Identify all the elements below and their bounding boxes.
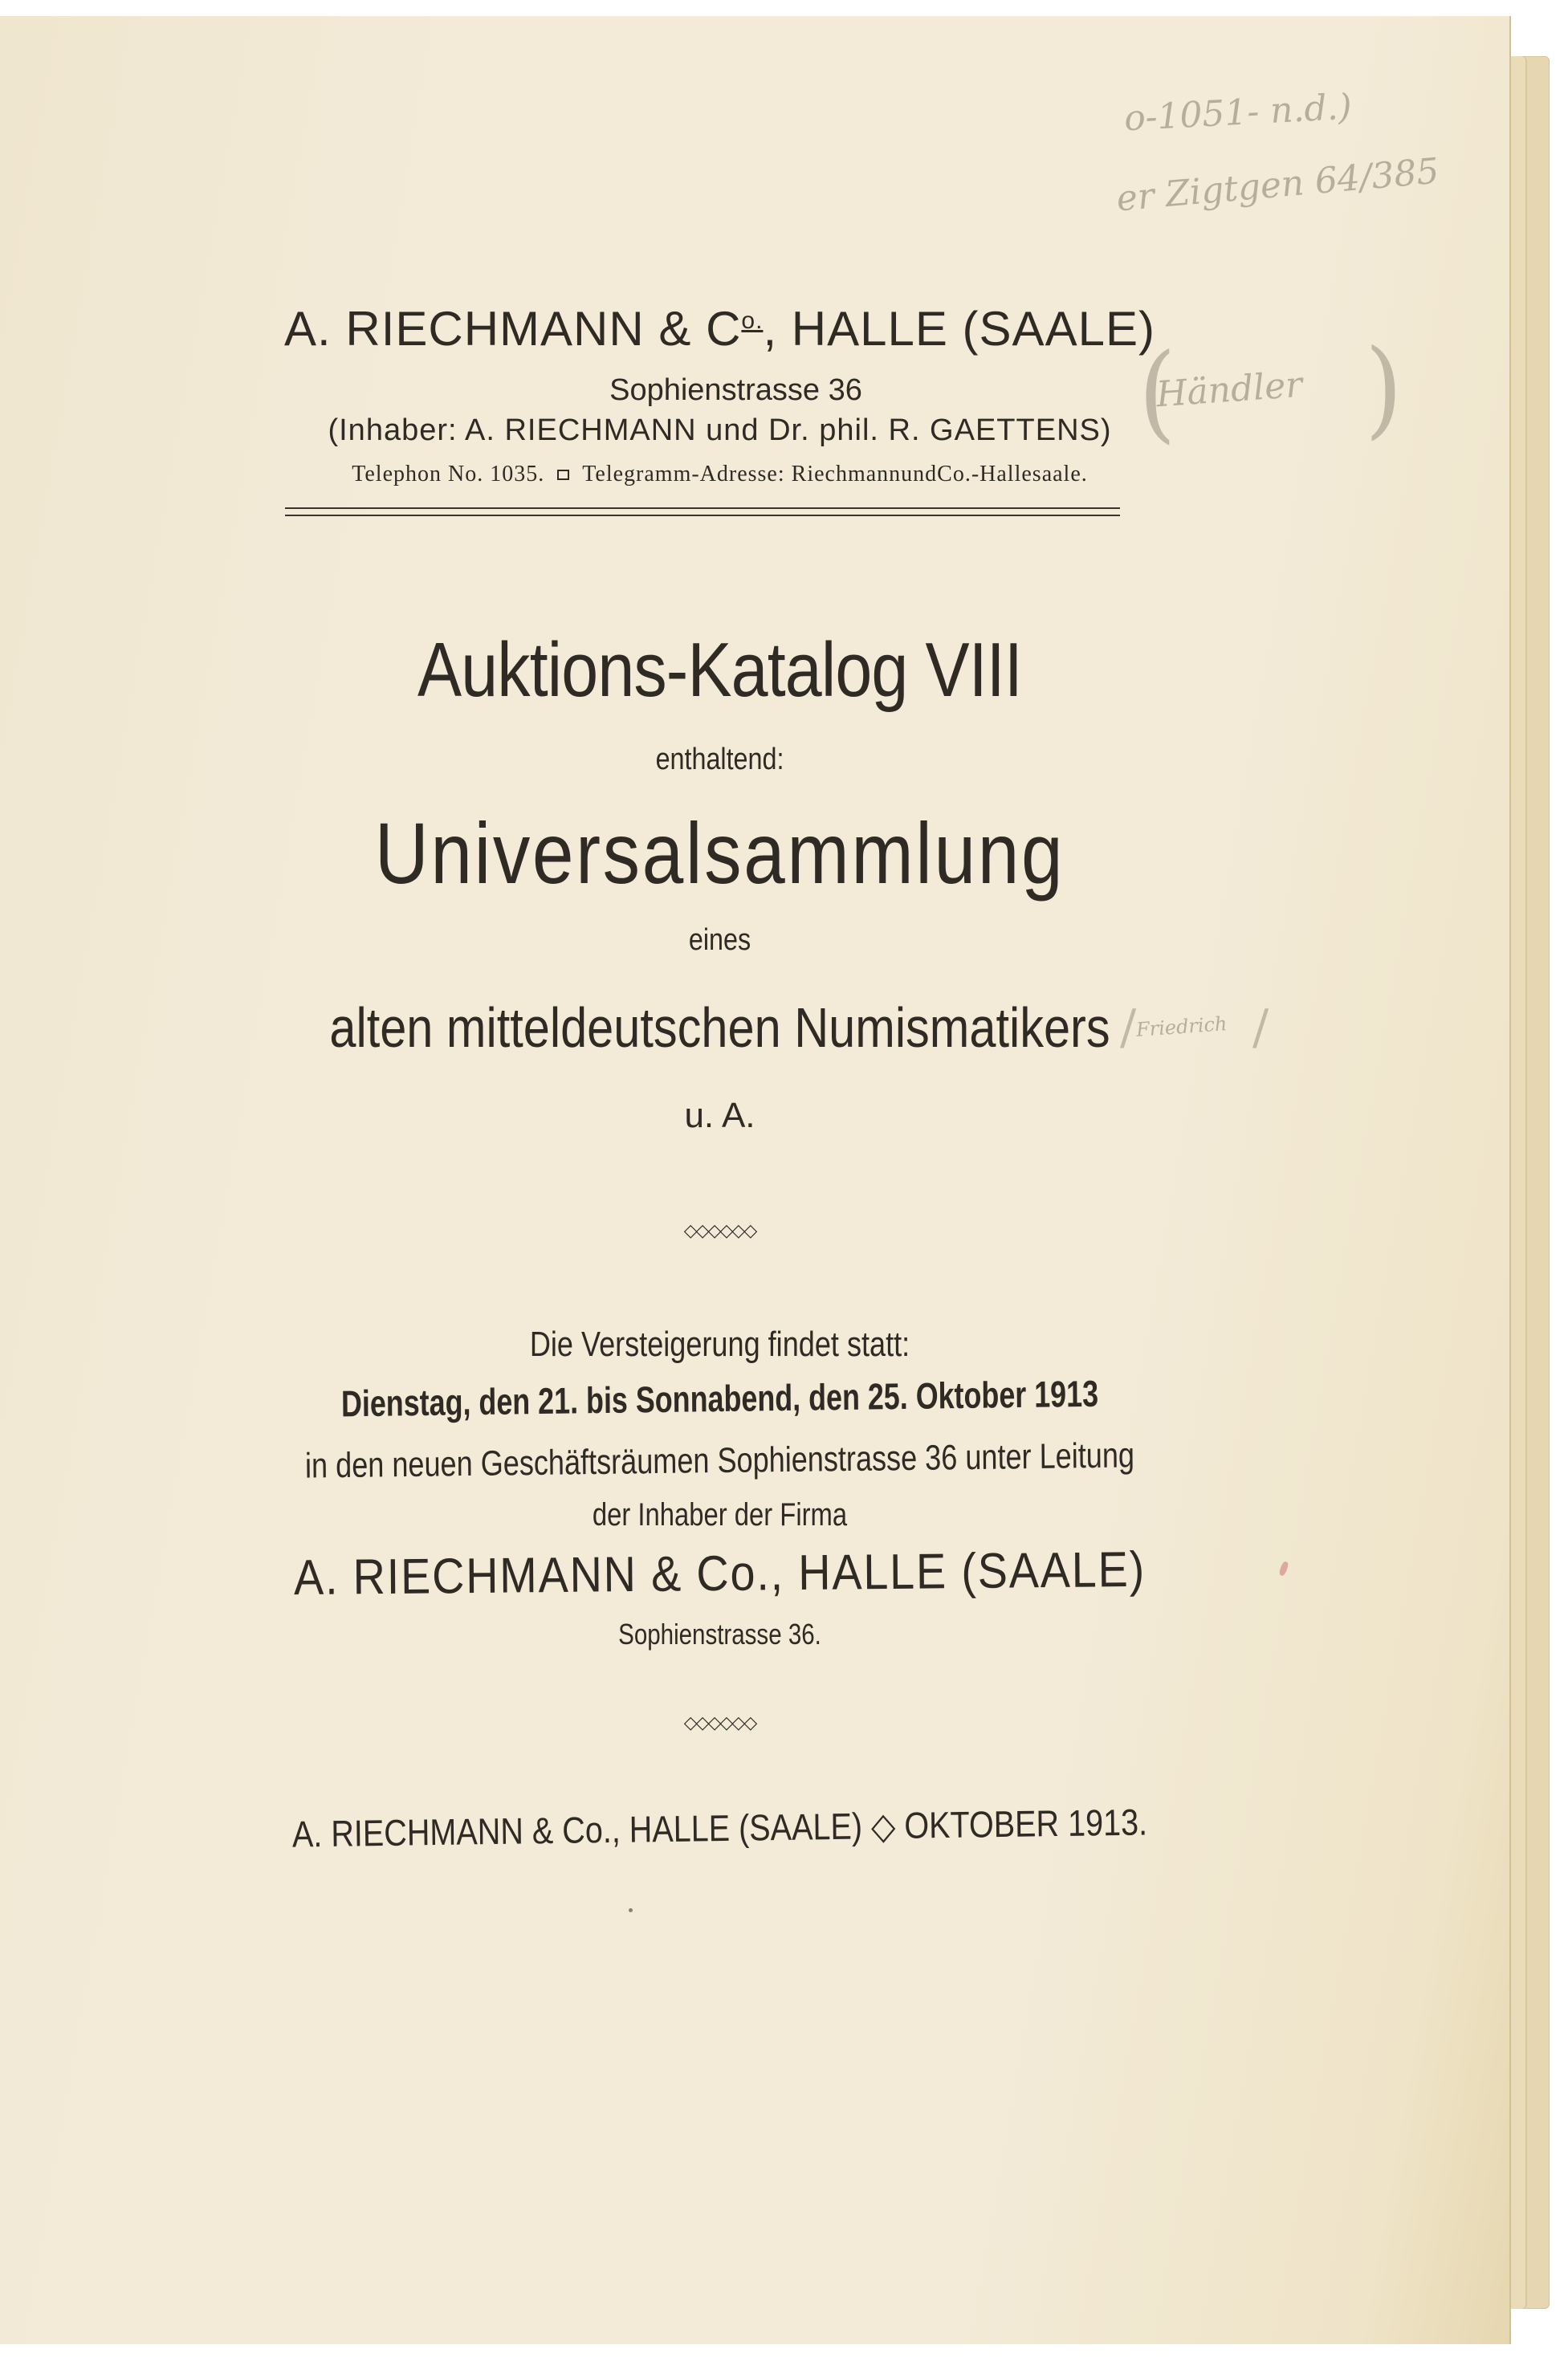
handwritten-paren-icon: ( (1138, 332, 1176, 454)
handwritten-bracket-icon: / (1120, 999, 1137, 1056)
firm-owners: (Inhaber: A. RIECHMANN und Dr. phil. R. GAETTENS) (328, 413, 1112, 447)
and-others-label: u. A. (684, 1096, 755, 1135)
title-page (0, 16, 1511, 2344)
containing-label: enthaltend: (655, 743, 784, 776)
header-rule (285, 507, 1120, 509)
handwritten-note: o-1051- n.d.) (1122, 86, 1353, 140)
handwritten-note: er Zigtgen 64/385 (1114, 150, 1441, 220)
collection-title: Universalsammlung (374, 804, 1065, 902)
square-bullet-icon (557, 470, 569, 480)
header-rule (285, 515, 1120, 516)
telephone: Telephon No. 1035. (352, 462, 545, 486)
handwritten-paren-icon: ) (1365, 328, 1403, 450)
firm-contact (0, 462, 1504, 487)
firm-name: A. RIECHMANN & C (284, 302, 742, 356)
auction-street: Sophienstrasse 36. (618, 1618, 821, 1651)
handwritten-note: Händler (1155, 364, 1304, 416)
catalog-title: Auktions-Katalog VIII (417, 627, 1022, 713)
telegram-address: Telegramm-Adresse: RiechmannundCo.-Hallesaale. (582, 462, 1088, 486)
handwritten-note: Friedrich (1135, 1012, 1228, 1041)
handwritten-bracket-icon: / (1252, 999, 1269, 1056)
diamond-ornament-icon: ◇◇◇◇◇◇ (683, 1712, 756, 1732)
auction-by-owners: der Inhaber der Firma (592, 1497, 848, 1533)
auction-location: in den neuen Geschäftsräumen Sophienstrasse 36 unter Leitung (304, 1435, 1135, 1486)
firm-city: , HALLE (SAALE) (763, 302, 1155, 356)
auction-intro: Die Versteigerung findet statt: (529, 1325, 910, 1364)
firm-street: Sophienstrasse 36 (609, 373, 862, 407)
diamond-ornament-icon: ◇◇◇◇◇◇ (683, 1220, 756, 1240)
of-a-label: eines (688, 923, 751, 957)
auction-dates: Dienstag, den 21. bis Sonnabend, den 25. Oktober 1913 (340, 1372, 1099, 1425)
auction-firm: A. RIECHMANN & Co., HALLE (SAALE) (293, 1541, 1146, 1606)
publisher-footer: A. RIECHMANN & Co., HALLE (SAALE) ◇ OKTOBER 1913. (291, 1801, 1148, 1855)
firm-header (0, 301, 1504, 356)
collector-description: alten mitteldeutschen Numismatikers (329, 996, 1110, 1059)
ink-spot (629, 1908, 633, 1912)
firm-co-superscript: o. (741, 307, 764, 334)
